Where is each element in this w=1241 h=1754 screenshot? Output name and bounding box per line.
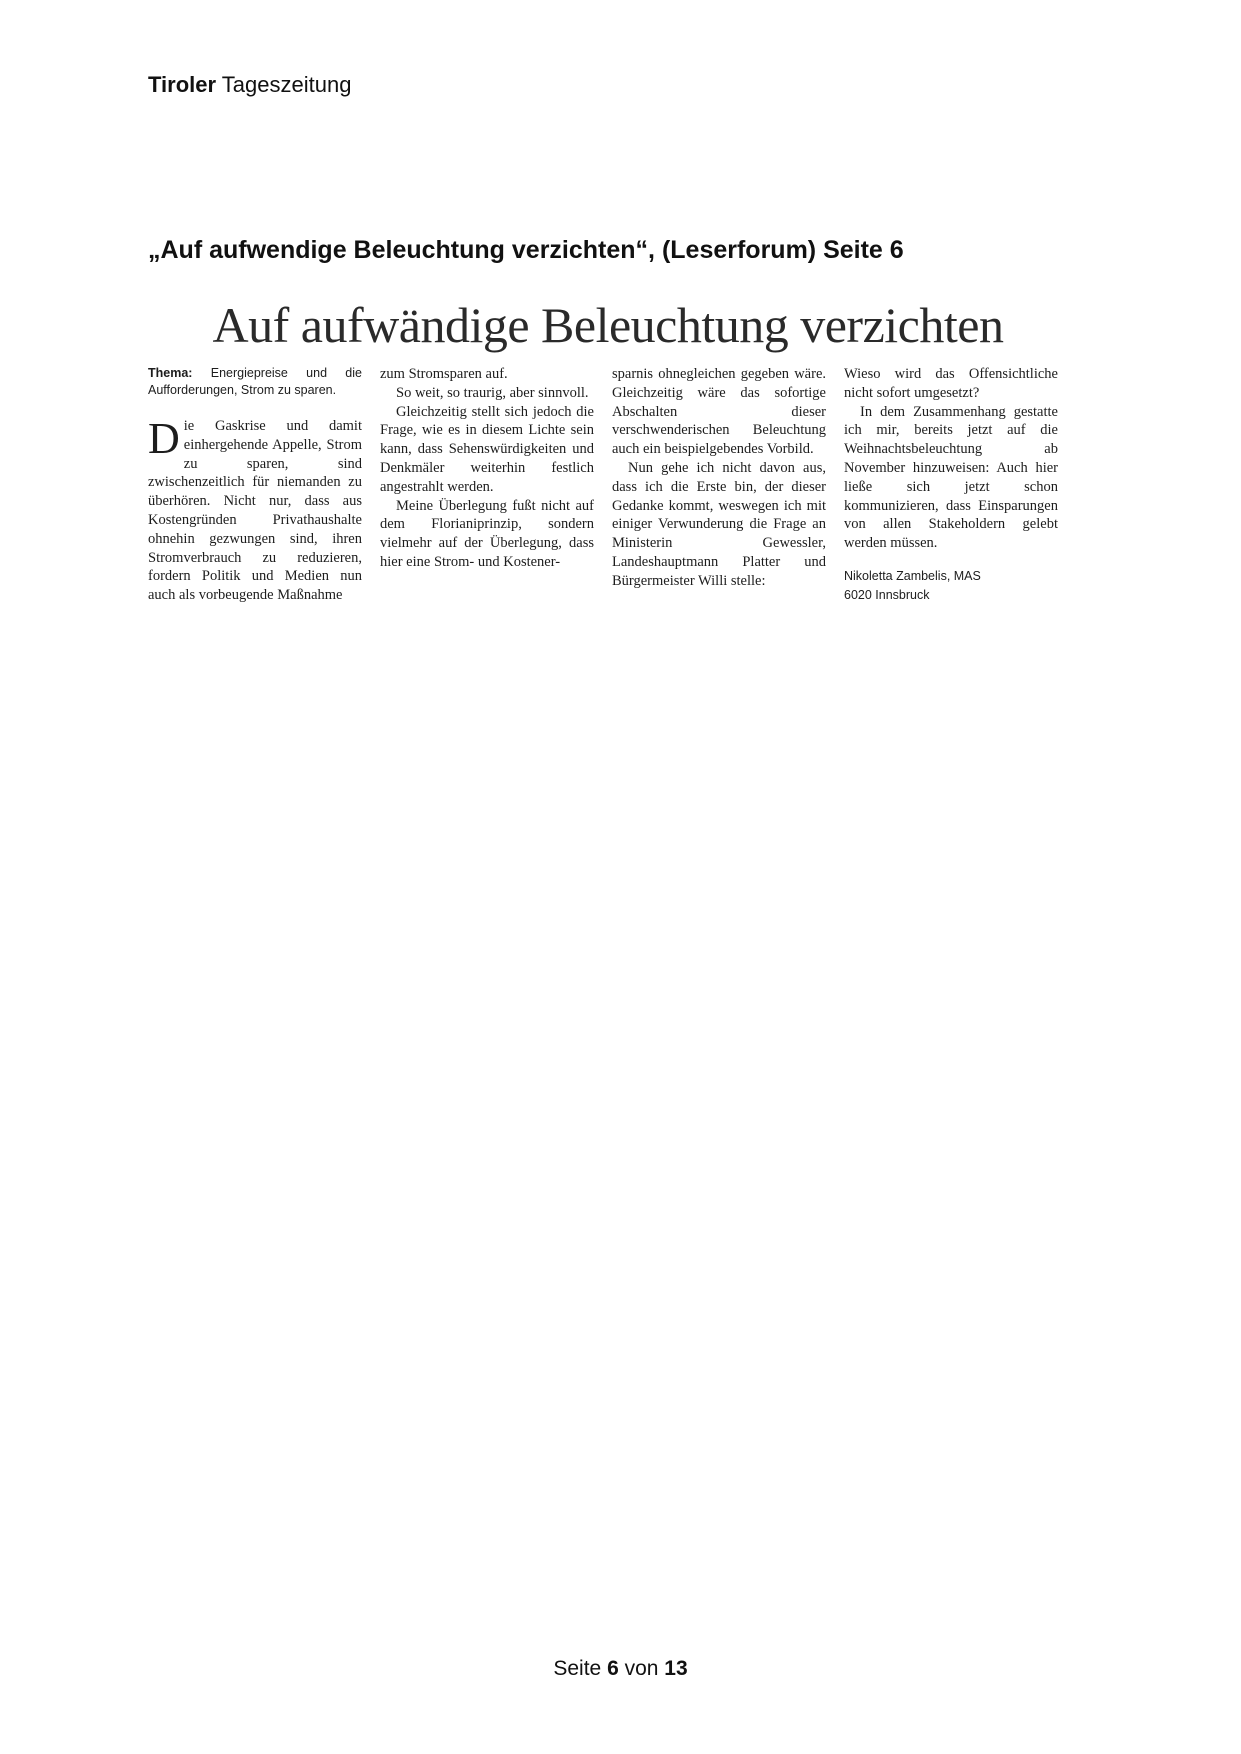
article-headline: Auf aufwändige Beleuchtung verzichten bbox=[212, 297, 1004, 353]
publication-name bbox=[148, 72, 351, 98]
drop-cap: D bbox=[148, 414, 180, 463]
article-column-3 bbox=[612, 365, 826, 591]
article-column-2 bbox=[380, 365, 594, 572]
footer-middle: von bbox=[624, 1657, 659, 1680]
article-paragraph: So weit, so traurig, aber sinnvoll. bbox=[396, 384, 589, 401]
paragraph-text: ie Gaskrise und damit einhergehende Appelle, Strom zu sparen, sind zwischenzeitlich für niemanden zu überhören. Nicht nur, dass aus Kostengründen Privathaushalte ohnehin gezwungen sind, ihren Stromverbrauch zu reduzieren, fordern Politik und Medien nun auch als vorbeugende Maßnahme bbox=[148, 418, 362, 604]
article-paragraph: Gleichzeitig stellt sich jedoch die Frage, wie es in diesem Lichte sein kann, dass Sehenswürdigkeiten und Denkmäler weiterhin festlich angestrahlt werden. bbox=[380, 403, 594, 495]
author-place: 6020 Innsbruck bbox=[844, 587, 930, 602]
article-column-4 bbox=[844, 365, 1058, 605]
article-paragraph: zum Stromsparen auf. bbox=[380, 366, 508, 382]
thema-line bbox=[148, 365, 362, 399]
author-signature bbox=[844, 567, 1058, 605]
article-paragraph: Nun gehe ich nicht davon aus, dass ich die Erste bin, der dieser Gedanke kommt, weswegen ich mit einiger Verwunderung die Frage an Ministerin Gewessler, Landeshauptmann Platter und Bürgermeister Willi stelle: bbox=[612, 459, 826, 589]
footer-prefix: Seite bbox=[553, 1657, 602, 1680]
article-paragraph bbox=[148, 414, 362, 605]
footer-page-number: 6 bbox=[607, 1657, 619, 1680]
article-paragraph: Meine Überlegung fußt nicht auf dem Florianiprinzip, sondern vielmehr auf der Überlegung, dass hier eine Strom- und Kostener- bbox=[380, 497, 594, 570]
article-paragraph: In dem Zusammenhang gestatte ich mir, bereits jetzt auf die Weihnachtsbeleuchtung ab November hinzuweisen: Auch hier ließe sich jetzt schon kommunizieren, dass Einsparungen von allen Stakeholdern gelebt werden müssen. bbox=[844, 403, 1058, 552]
publication-name-rest: Tageszeitung bbox=[221, 72, 352, 97]
article-column-1 bbox=[148, 365, 362, 605]
page-footer bbox=[0, 1657, 1241, 1681]
thema-text: Energiepreise und die Aufforderungen, Strom zu sparen. bbox=[148, 366, 362, 397]
author-name: Nikoletta Zambelis, MAS bbox=[844, 568, 981, 583]
article-paragraph: sparnis ohnegleichen gegeben wäre. Gleichzeitig wäre das sofortige Abschalten dieser verschwenderischen Beleuchtung auch ein beispielgebendes Vorbild. bbox=[612, 366, 826, 458]
article-paragraph: Wieso wird das Offensichtliche nicht sofort umgesetzt? bbox=[844, 366, 1058, 401]
thema-label: Thema: bbox=[148, 366, 193, 380]
document-title: „Auf aufwendige Beleuchtung verzichten“, (Leserforum) Seite 6 bbox=[148, 236, 904, 264]
footer-total-pages: 13 bbox=[664, 1657, 688, 1680]
publication-name-bold: Tiroler bbox=[148, 72, 217, 97]
